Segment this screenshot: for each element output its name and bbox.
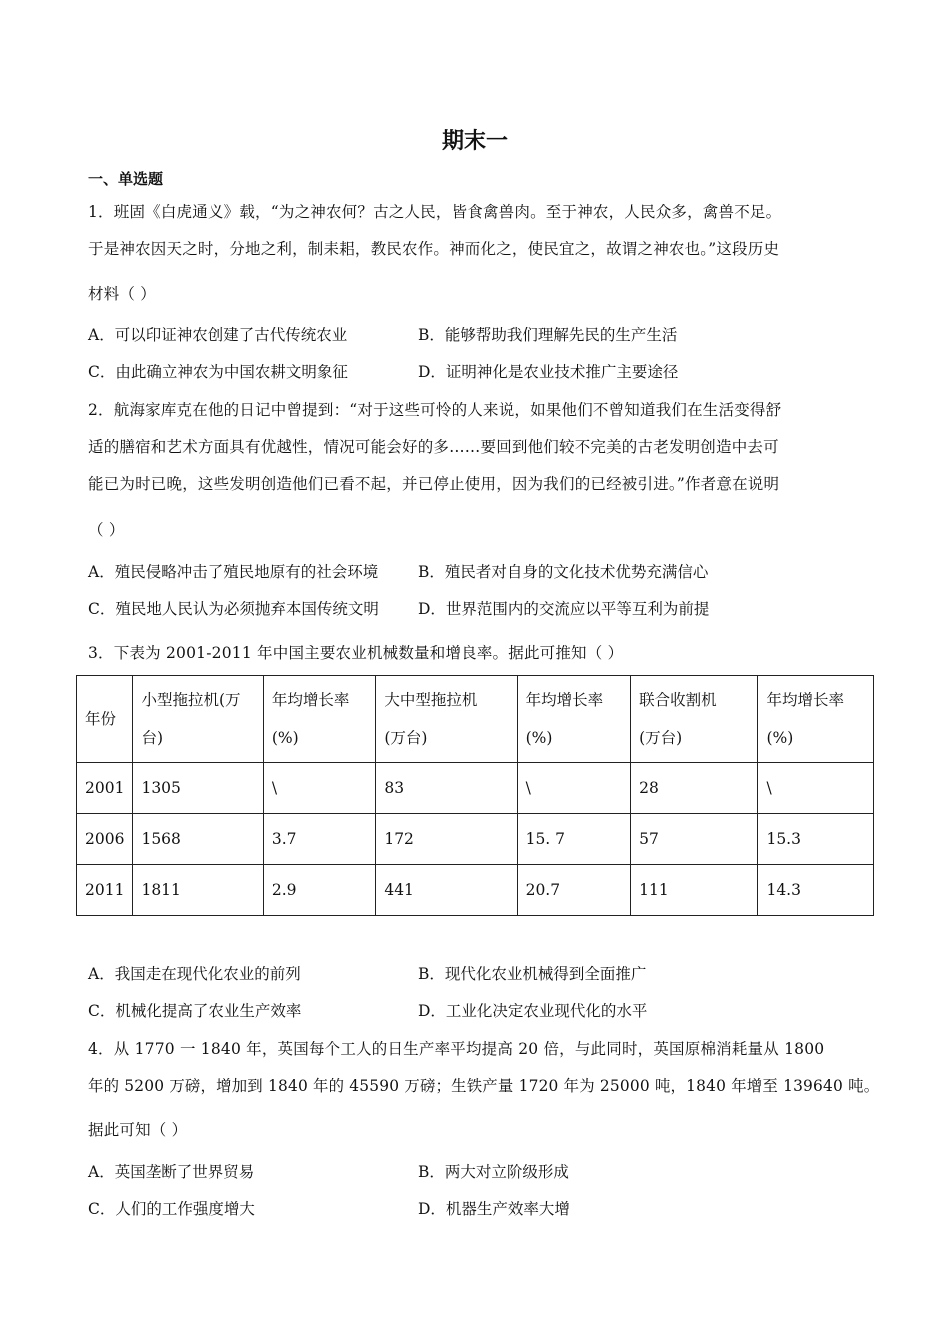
table-cell: 15. 7: [517, 814, 631, 865]
header-text: 小型拖拉机(万: [141, 691, 241, 709]
header-text: (%): [525, 729, 553, 747]
header-text: 大中型拖拉机: [384, 691, 478, 709]
page-title: 期末一: [441, 129, 508, 154]
header-text: (%): [271, 729, 299, 747]
question-1-option-a[interactable]: A．可以印证神农创建了古代传统农业: [88, 326, 348, 344]
header-text: (万台): [639, 729, 683, 747]
question-1-line-1: 1．班固《白虎通义》载，“为之神农何？古之人民，皆食禽兽肉。至于神农，人民众多，禽兽不足。: [88, 203, 782, 221]
question-3-stem: 3．下表为 2001-2011 年中国主要农业机械数量和增良率。据此可推知（ ）: [88, 644, 624, 662]
question-4-line-3: 据此可知（ ）: [88, 1121, 188, 1139]
table-cell: 83: [376, 763, 517, 814]
table-cell: 172: [376, 814, 517, 865]
table-cell: 28: [631, 763, 758, 814]
question-2-option-c[interactable]: C．殖民地人民认为必须抛弃本国传统文明: [88, 600, 379, 618]
table-header-cell: [263, 676, 375, 763]
table-header-cell: [133, 676, 263, 763]
question-1-line-3: 材料（ ）: [88, 285, 156, 303]
table-cell: 1568: [133, 814, 263, 865]
table-cell: 1305: [133, 763, 263, 814]
table-header-cell: [77, 676, 133, 763]
question-2-line-4: （ ）: [88, 521, 125, 539]
table-cell: 2001: [77, 763, 133, 814]
header-text: 台): [141, 729, 164, 747]
question-1-option-b[interactable]: B．能够帮助我们理解先民的生产生活: [418, 326, 678, 344]
question-1-line-2: 于是神农因天之时，分地之利，制耒耜，教民农作。神而化之，使民宜之，故谓之神农也。”这段历史: [88, 240, 780, 258]
table-cell: 2011: [77, 865, 133, 916]
question-2-line-3: 能已为时已晚，这些发明创造他们已看不起，并已停止使用，因为我们的已经被引进。”作者意在说明: [88, 475, 780, 493]
table-header-cell: [376, 676, 517, 763]
question-4-option-d[interactable]: D．机器生产效率大增: [418, 1200, 570, 1218]
table-cell: 2.9: [263, 865, 375, 916]
table-cell: 3.7: [263, 814, 375, 865]
data-table: [76, 675, 874, 916]
table-header-cell: [631, 676, 758, 763]
question-3-option-c[interactable]: C．机械化提高了农业生产效率: [88, 1002, 302, 1020]
question-4-option-b[interactable]: B．两大对立阶级形成: [418, 1163, 569, 1181]
question-2-option-a[interactable]: A．殖民侵略冲击了殖民地原有的社会环境: [88, 563, 379, 581]
header-text: 年均增长率: [525, 691, 604, 709]
table-cell: 15.3: [758, 814, 874, 865]
table-row: [77, 763, 874, 814]
table-cell: 14.3: [758, 865, 874, 916]
table-cell: 111: [631, 865, 758, 916]
question-3-option-a[interactable]: A．我国走在现代化农业的前列: [88, 965, 301, 983]
table-header-cell: [517, 676, 631, 763]
question-4-option-a[interactable]: A．英国垄断了世界贸易: [88, 1163, 255, 1181]
header-text: (万台): [384, 729, 428, 747]
section-heading: 一、单选题: [88, 170, 164, 188]
header-text: 年份: [85, 710, 117, 728]
question-4-line-1: 4．从 1770 一 1840 年，英国每个工人的日生产率平均提高 20 倍，与此同时，英国原棉消耗量从 1800: [88, 1040, 825, 1058]
question-4-option-c[interactable]: C．人们的工作强度增大: [88, 1200, 255, 1218]
question-4-line-2: 年的 5200 万磅，增加到 1840 年的 45590 万磅；生铁产量 1720 年为 25000 吨，1840 年增至 139640 吨。: [88, 1077, 880, 1095]
question-3-option-d[interactable]: D．工业化决定农业现代化的水平: [418, 1002, 648, 1020]
table-cell: \: [517, 763, 631, 814]
header-text: 年均增长率: [271, 691, 350, 709]
table-cell: 2006: [77, 814, 133, 865]
table-row: [77, 814, 874, 865]
table-header-row: [77, 676, 874, 763]
table-cell: 20.7: [517, 865, 631, 916]
question-2-option-d[interactable]: D．世界范围内的交流应以平等互利为前提: [418, 600, 710, 618]
question-2-line-1: 2．航海家库克在他的日记中曾提到：“对于这些可怜的人来说，如果他们不曾知道我们在生活变得舒: [88, 401, 782, 419]
table-cell: 57: [631, 814, 758, 865]
question-1-option-c[interactable]: C．由此确立神农为中国农耕文明象征: [88, 363, 348, 381]
header-text: 年均增长率: [766, 691, 844, 709]
table-header-cell: [758, 676, 874, 763]
header-text: (%): [766, 729, 794, 747]
question-3-option-b[interactable]: B．现代化农业机械得到全面推广: [418, 965, 647, 983]
table-cell: 441: [376, 865, 517, 916]
table-cell: \: [758, 763, 874, 814]
question-2-line-2: 适的膳宿和艺术方面具有优越性，情况可能会好的多……要回到他们较不完美的古老发明创造中去可: [88, 438, 779, 456]
table-cell: 1811: [133, 865, 263, 916]
question-2-option-b[interactable]: B．殖民者对自身的文化技术优势充满信心: [418, 563, 709, 581]
table-row: [77, 865, 874, 916]
question-1-option-d[interactable]: D．证明神化是农业技术推广主要途径: [418, 363, 679, 381]
table-cell: \: [263, 763, 375, 814]
header-text: 联合收割机: [639, 691, 717, 709]
